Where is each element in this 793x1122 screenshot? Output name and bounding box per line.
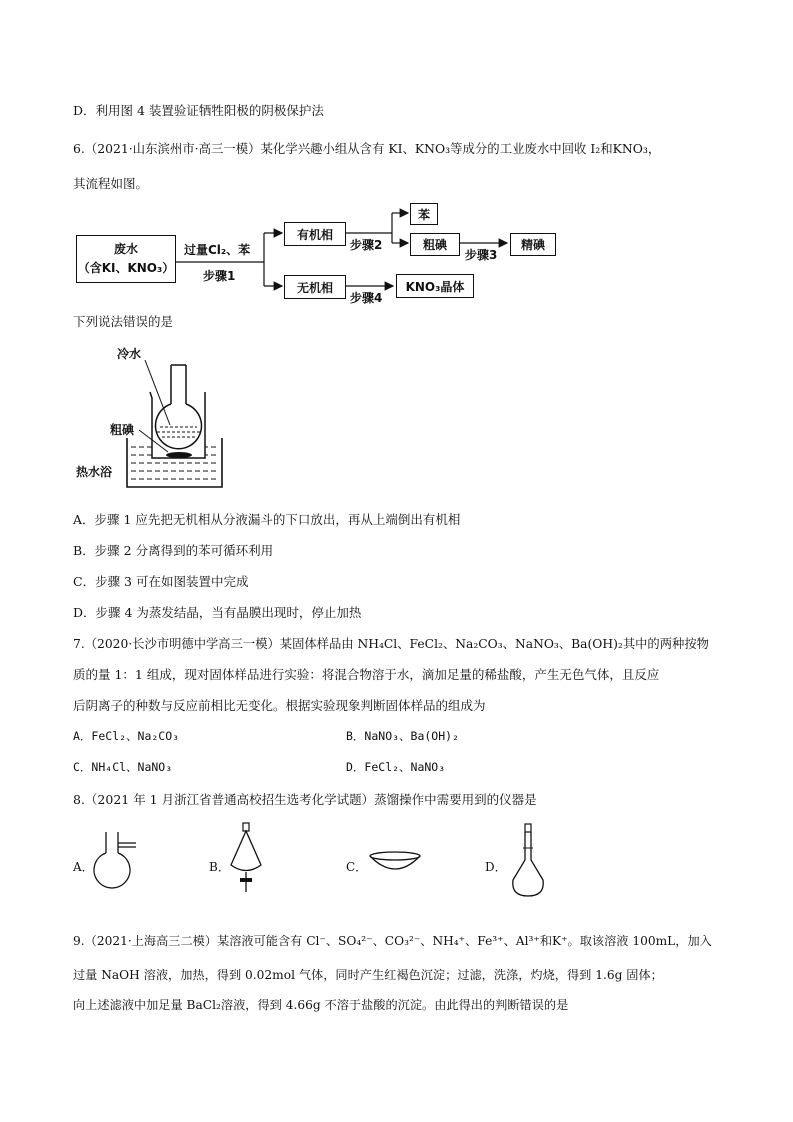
q7-option-c: C．NH₄Cl、NaNO₃ xyxy=(73,760,173,774)
q8-option-b-label: B． xyxy=(209,860,230,874)
q7-stem-line2: 质的量 1：1 组成，现对固体样品进行实验：将混合物溶于水，滴加足量的稀盐酸，产生无色气体，且反应 xyxy=(73,667,660,682)
hot-water-bath-label: 热水浴 xyxy=(76,465,113,479)
kno3-crystal-box: KNO₃晶体 xyxy=(396,274,474,298)
q8-stem: 8.（2021 年 1 月浙江省普通高校招生选考化学试题）蒸馏操作中需要用到的仪器是 xyxy=(73,792,537,807)
q6-stem-line1: 6.（2021·山东滨州市·高三一模）某化学兴趣小组从含有 KI、KNO₃等成分的工业废水中回收 I₂和KNO₃， xyxy=(73,141,661,156)
q6-question: 下列说法错误的是 xyxy=(73,314,174,329)
q7-stem-line1: 7.（2020·长沙市明德中学高三一模）某固体样品由 NH₄Cl、FeCl₂、Na₂CO₃、NaNO₃、Ba(OH)₂其中的两种按物 xyxy=(73,637,709,651)
q6-option-b: B．步骤 2 分离得到的苯可循环利用 xyxy=(73,543,274,558)
q6-option-d: D．步骤 4 为蒸发结晶，当有晶膜出现时，停止加热 xyxy=(73,605,362,620)
q9-stem-line1: 9.（2021·上海高三二模）某溶液可能含有 Cl⁻、SO₄²⁻、CO₃²⁻、NH₄⁺、Fe³⁺、Al³⁺和K⁺。取该溶液 100mL，加入 xyxy=(73,934,712,948)
step4-label: 步骤4 xyxy=(350,291,383,305)
q7-option-d: D．FeCl₂、NaNO₃ xyxy=(346,760,446,774)
q6-option-a: A．步骤 1 应先把无机相从分液漏斗的下口放出，再从上端倒出有机相 xyxy=(73,512,461,527)
waste-label: 废水 xyxy=(113,242,138,256)
benzene-box: 苯 xyxy=(410,203,438,225)
q7-stem-line3: 后阴离子的种数与反应前相比无变化。根据实验现象判断固体样品的组成为 xyxy=(73,698,486,713)
q8-option-d-label: D． xyxy=(485,860,507,874)
organic-phase-box: 有机相 xyxy=(284,222,346,246)
evaporating-dish-icon xyxy=(370,852,420,869)
step1-label: 步骤1 xyxy=(203,269,236,283)
distillation-flask-icon xyxy=(94,832,136,888)
cold-water-label: 冷水 xyxy=(117,347,142,361)
q8-option-a-label: A． xyxy=(73,860,94,874)
q9-stem-line2: 过量 NaOH 溶液，加热，得到 0.02mol 气体，同时产生红褐色沉淀；过滤，洗涤，灼烧，得到 1.6g 固体； xyxy=(73,968,663,982)
q7-option-a: A．FeCl₂、Na₂CO₃ xyxy=(73,729,180,743)
q6-option-c: C．步骤 3 可在如图装置中完成 xyxy=(73,574,249,589)
inorganic-phase-box: 无机相 xyxy=(284,275,346,299)
q9-stem-line3: 向上述滤液中加足量 BaCl₂溶液，得到 4.66g 不溶于盐酸的沉淀。由此得出的判断错误的是 xyxy=(73,998,569,1012)
waste-content-label: （含KI、KNO₃） xyxy=(77,261,175,275)
step1-reagents-label: 过量Cl₂、苯 xyxy=(184,243,251,257)
step3-label: 步骤3 xyxy=(465,248,498,262)
q5-option-d: D．利用图 4 装置验证牺牲阳极的阴极保护法 xyxy=(73,103,324,118)
pure-iodine-box: 精碘 xyxy=(510,233,556,256)
volumetric-flask-icon xyxy=(513,824,543,896)
crude-iodine-box: 粗碘 xyxy=(410,233,460,256)
separatory-funnel-icon xyxy=(231,823,261,892)
q8-option-c-label: C． xyxy=(346,860,368,874)
q6-stem-line2: 其流程如图。 xyxy=(73,176,149,191)
step2-label: 步骤2 xyxy=(350,238,383,252)
q7-option-b: B．NaNO₃、Ba(OH)₂ xyxy=(346,729,460,743)
crude-iodine-label: 粗碘 xyxy=(110,423,135,437)
